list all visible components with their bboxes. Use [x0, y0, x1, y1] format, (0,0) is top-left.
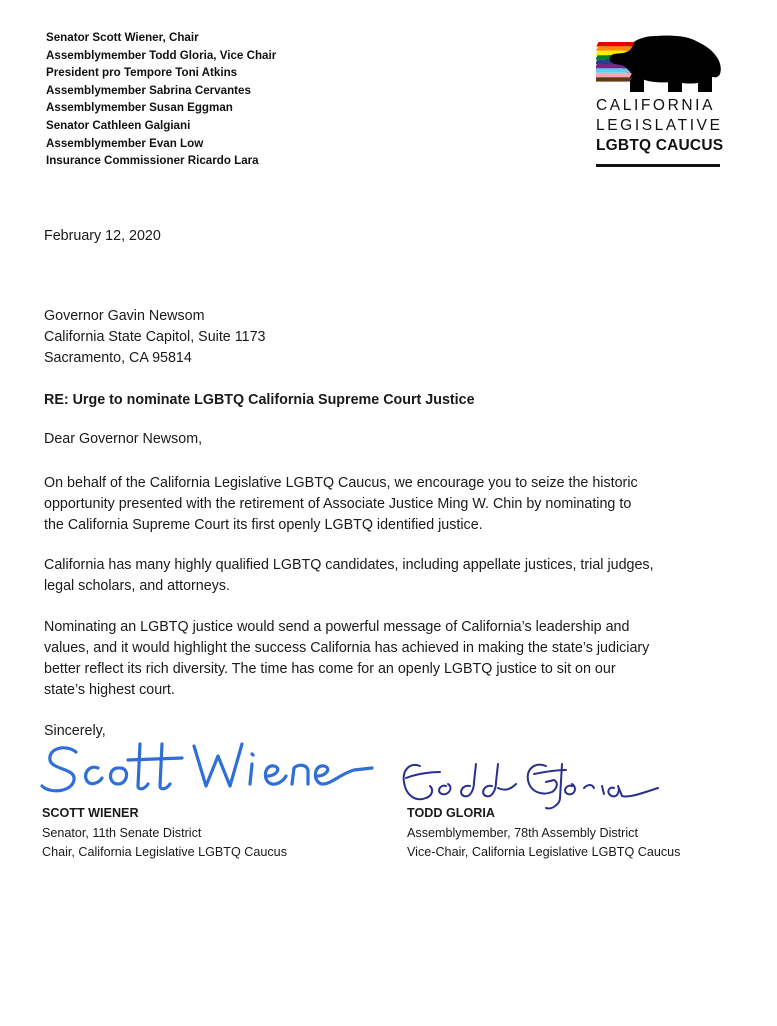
paragraph-line: better reflect its rich diversity. The time has come for an openly LGBTQ justice to sit on our — [44, 661, 616, 677]
signer-role: Vice-Chair, California Legislative LGBTQ Caucus — [407, 845, 681, 859]
signer-title: Assemblymember, 78th Assembly District — [407, 825, 638, 840]
member-line: Assemblymember Evan Low — [46, 136, 204, 150]
signer-title: Senator, 11th Senate District — [42, 825, 202, 840]
caucus-member-list — [46, 29, 276, 170]
signer-name: TODD GLORIA — [407, 806, 495, 820]
bear-icon — [596, 28, 722, 94]
member-line: President pro Tempore Toni Atkins — [46, 66, 238, 80]
letter-date: February 12, 2020 — [44, 228, 161, 244]
signer-role: Chair, California Legislative LGBTQ Caucus — [42, 845, 287, 859]
paragraph-line: California has many highly qualified LGBTQ candidates, including appellate justices, trial judges, — [44, 557, 654, 573]
member-line: Assemblymember Susan Eggman — [46, 101, 233, 115]
logo-text-legislative: LEGISLATIVE — [596, 117, 723, 134]
logo-text-california: CALIFORNIA — [596, 97, 716, 114]
signer-name: SCOTT WIENER — [42, 806, 139, 820]
paragraph-3 — [44, 617, 744, 701]
member-line: Insurance Commissioner Ricardo Lara — [46, 154, 259, 168]
subject-line: RE: Urge to nominate LGBTQ California Supreme Court Justice — [44, 392, 475, 408]
paragraph-line: the California Supreme Court its first openly LGBTQ identified justice. — [44, 517, 483, 533]
recipient-city: Sacramento, CA 95814 — [44, 350, 192, 366]
signer-block-gloria — [407, 804, 680, 863]
recipient-street: California State Capitol, Suite 1173 — [44, 329, 266, 345]
member-line: Assemblymember Sabrina Cervantes — [46, 83, 251, 97]
member-line: Assemblymember Todd Gloria, Vice Chair — [46, 48, 277, 62]
recipient-address — [44, 306, 265, 369]
member-line: Senator Scott Wiener, Chair — [46, 31, 199, 44]
paragraph-line: opportunity presented with the retirement of Associate Justice Ming W. Chin by nominating to — [44, 496, 632, 512]
closing: Sincerely, — [44, 723, 106, 739]
signer-block-wiener — [42, 804, 287, 863]
salutation: Dear Governor Newsom, — [44, 431, 203, 447]
recipient-name: Governor Gavin Newsom — [44, 308, 205, 324]
paragraph-line: state’s highest court. — [44, 682, 175, 698]
member-line: Senator Cathleen Galgiani — [46, 118, 191, 132]
paragraph-line: On behalf of the California Legislative LGBTQ Caucus, we encourage you to seize the historic — [44, 475, 638, 491]
paragraph-line: values, and it would highlight the success California has achieved in making the state’s judiciary — [44, 640, 650, 656]
paragraph-line: Nominating an LGBTQ justice would send a powerful message of California’s leadership and — [44, 619, 630, 635]
paragraph-1 — [44, 473, 744, 536]
paragraph-line: legal scholars, and attorneys. — [44, 578, 230, 594]
caucus-logo — [596, 28, 726, 167]
logo-divider — [596, 164, 720, 167]
logo-text-caucus: LGBTQ CAUCUS — [596, 137, 724, 154]
signature-scott-wiener — [36, 734, 376, 804]
paragraph-2 — [44, 555, 744, 597]
